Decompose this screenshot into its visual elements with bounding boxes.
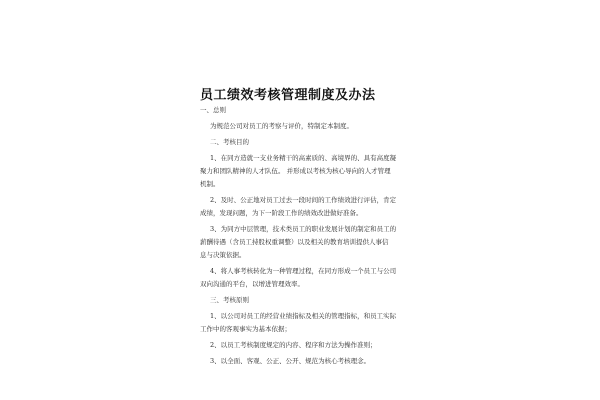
paragraph-line: 2、及时、公正地对员工过去一段时间的工作绩效进行评估，肯定	[210, 196, 397, 204]
document-title: 员工绩效考核管理制度及办法	[200, 88, 376, 103]
paragraph-line: 4、将人事考核转化为一种管理过程，在同方形成一个员工与公司	[210, 267, 397, 275]
paragraph-line: 工作中的客观事实为基本依据；	[200, 325, 291, 333]
paragraph-line: 双向沟通的平台，以增进管理效率。	[200, 280, 304, 288]
paragraph-line: 1、在同方造就一支业务精干的高素质的、高境界的、具有高度凝	[210, 154, 397, 162]
section-heading-general: 一、总则	[200, 106, 226, 114]
paragraph-line: 3、为同方中层管理，技术类员工的职业发展计划的制定和员工的	[210, 225, 397, 233]
paragraph-line: 聚力和团队精神的人才队伍。 并形成以考核为核心导向的人才管理	[200, 167, 391, 175]
section-heading-purpose: 二、考核目的	[210, 138, 249, 146]
section-heading-principles: 三、考核原则	[210, 296, 249, 304]
paragraph-line: 为规范公司对员工的考察与评价，特制定本制度。	[210, 122, 353, 130]
paragraph-line: 2、以员工考核制度规定的内容、程序和方法为操作准则；	[210, 341, 377, 349]
paragraph-line: 3、以全面、客观、公正、公开、规范为核心考核理念。	[210, 357, 371, 365]
paragraph-line: 1、以公司对员工的经营业绩指标及相关的管理指标，和员工实际	[210, 312, 397, 320]
paragraph-line: 机制。	[200, 180, 220, 188]
paragraph-line: 薪酬待遇（含员工持股权重调整）以及相关的教育培训提供人事信	[200, 238, 389, 246]
paragraph-line: 成绩，发现问题，为下一阶段工作的绩效改进做好准备。	[200, 209, 363, 217]
paragraph-line: 息与决策依据。	[200, 251, 246, 259]
